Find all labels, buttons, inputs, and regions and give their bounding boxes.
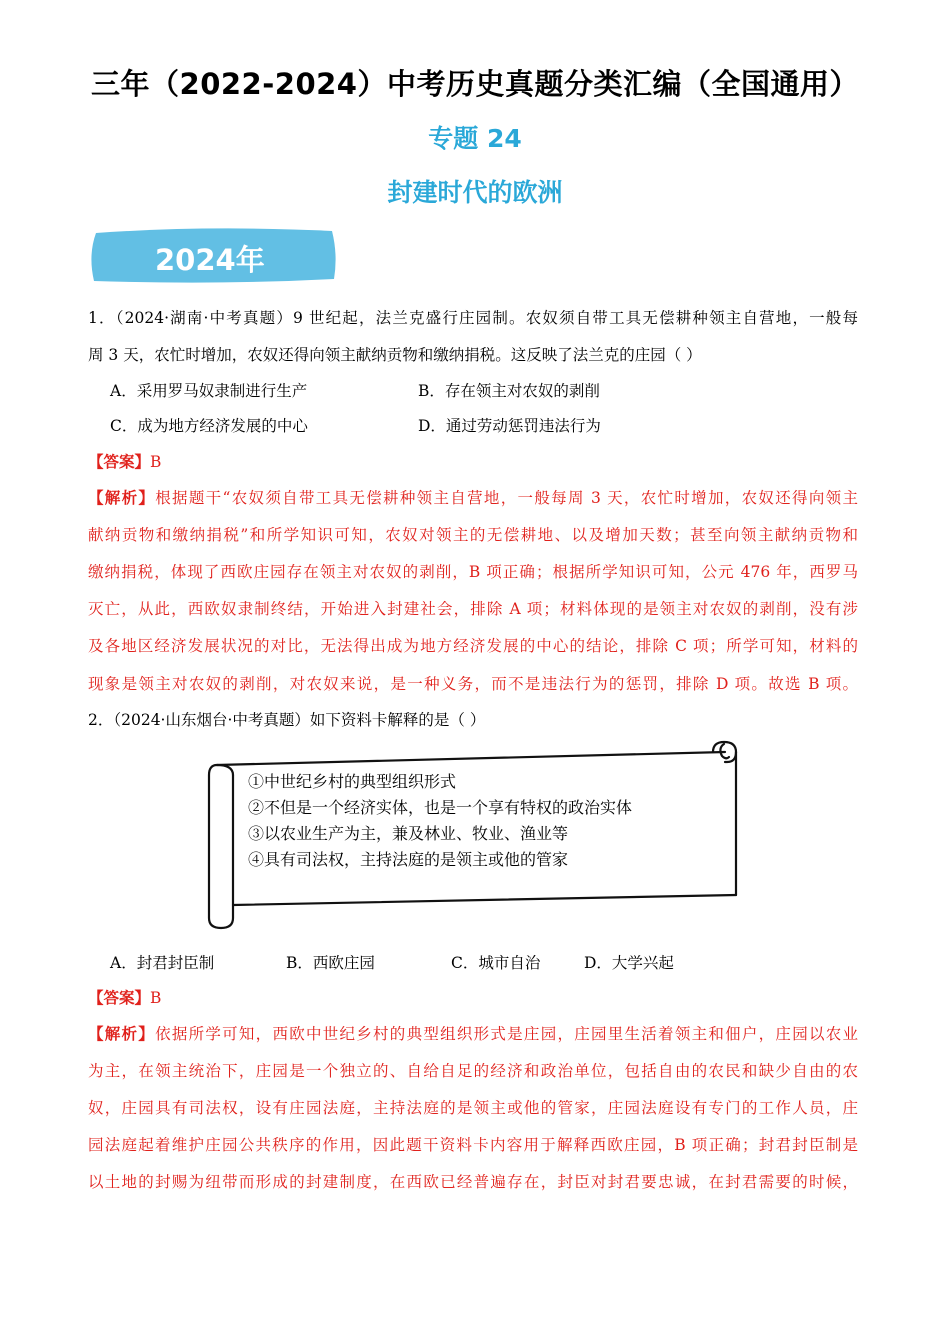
- topic-number: 专题 24: [428, 124, 522, 153]
- q2-stem-line-1: 2．（2024·山东烟台·中考真题）如下资料卡解释的是（ ）: [88, 711, 486, 729]
- q1-stem-line-1: 1．（2024·湖南·中考真题）9 世纪起，法兰克盛行庄园制。农奴须自带工具无偿耕种领主自营地，一般每: [88, 309, 858, 327]
- q2-analysis-line-2: 为主，在领主统治下，庄园是一个独立的、自给自足的经济和政治单位，包括自由的农民和缺少自由的农: [88, 1062, 858, 1080]
- q2-answer: [88, 988, 161, 1008]
- q2-analysis-line-3: 奴，庄园具有司法权，设有庄园法庭，主持法庭的是领主或他的管家，庄园法庭设有专门的工作人员，庄: [88, 1099, 858, 1117]
- analysis-text: 根据题干“农奴须自带工具无偿耕种领主自营地，一般每周 3 天，农忙时增加，农奴还得向领主: [155, 489, 858, 507]
- q1-analysis-line-2: 献纳贡物和缴纳捐税”和所学知识可知，农奴对领主的无偿耕地、以及增加天数；甚至向领主献纳贡物和: [88, 526, 858, 544]
- q2-option-a: A．封君封臣制: [110, 954, 215, 972]
- q1-answer: [88, 452, 161, 472]
- year-label: 2024年: [155, 243, 265, 277]
- answer-tag: 【答案】: [88, 452, 151, 471]
- topic-name: 封建时代的欧洲: [387, 178, 563, 207]
- q1-option-d: D．通过劳动惩罚违法行为: [418, 417, 601, 435]
- answer-tag: 【答案】: [88, 988, 151, 1007]
- answer-value: B: [150, 989, 162, 1007]
- card-line-2: ②不但是一个经济实体，也是一个享有特权的政治实体: [248, 798, 633, 817]
- card-line-3: ③以农业生产为主，兼及林业、牧业、渔业等: [248, 824, 569, 843]
- q2-analysis-line-5: 以土地的封赐为纽带而形成的封建制度，在西欧已经普遍存在，封臣对封君要忠诚，在封君需要的时候，: [88, 1173, 858, 1191]
- q1-option-a: A．采用罗马奴隶制进行生产: [110, 382, 308, 400]
- q2-option-b: B．西欧庄园: [286, 954, 375, 972]
- q2-analysis-line-4: 园法庭起着维护庄园公共秩序的作用，因此题干资料卡内容用于解释西欧庄园，B 项正确；封君封臣制是: [88, 1136, 858, 1154]
- page-title: 三年（2022-2024）中考历史真题分类汇编（全国通用）: [91, 67, 859, 101]
- q2-option-d: D．大学兴起: [584, 954, 674, 972]
- q1-analysis-line-3: 缴纳捐税，体现了西欧庄园存在领主对农奴的剥削，B 项正确；根据所学知识可知，公元 476 年，西罗马: [88, 563, 858, 581]
- q2-analysis-line-1: [88, 1024, 858, 1044]
- q1-analysis-line-4: 灭亡，从此，西欧奴隶制终结，开始进入封建社会，排除 A 项；材料体现的是领主对农奴的剥削，没有涉: [88, 600, 858, 618]
- answer-value: B: [150, 453, 162, 471]
- q1-option-c: C．成为地方经济发展的中心: [110, 417, 308, 435]
- q1-analysis-line-1: [88, 488, 858, 508]
- q1-stem-line-2: 周 3 天，农忙时增加，农奴还得向领主献纳贡物和缴纳捐税。这反映了法兰克的庄园（ ）: [88, 346, 702, 364]
- card-line-1: ①中世纪乡村的典型组织形式: [248, 772, 457, 791]
- q1-analysis-line-5: 及各地区经济发展状况的对比，无法得出成为地方经济发展的中心的结论，排除 C 项；所学可知，材料的: [88, 637, 858, 655]
- analysis-tag: 【解析】: [88, 1024, 156, 1043]
- card-line-4: ④具有司法权，主持法庭的是领主或他的管家: [248, 850, 569, 869]
- analysis-text: 依据所学可知，西欧中世纪乡村的典型组织形式是庄园，庄园里生活着领主和佃户，庄园以农业: [155, 1025, 858, 1043]
- q1-analysis-line-6: 现象是领主对农奴的剥削，对农奴来说，是一种义务，而不是违法行为的惩罚，排除 D 项。故选 B 项。: [88, 675, 858, 693]
- analysis-tag: 【解析】: [88, 488, 156, 507]
- q1-option-b: B．存在领主对农奴的剥削: [418, 382, 600, 400]
- q2-option-c: C．城市自治: [451, 954, 541, 972]
